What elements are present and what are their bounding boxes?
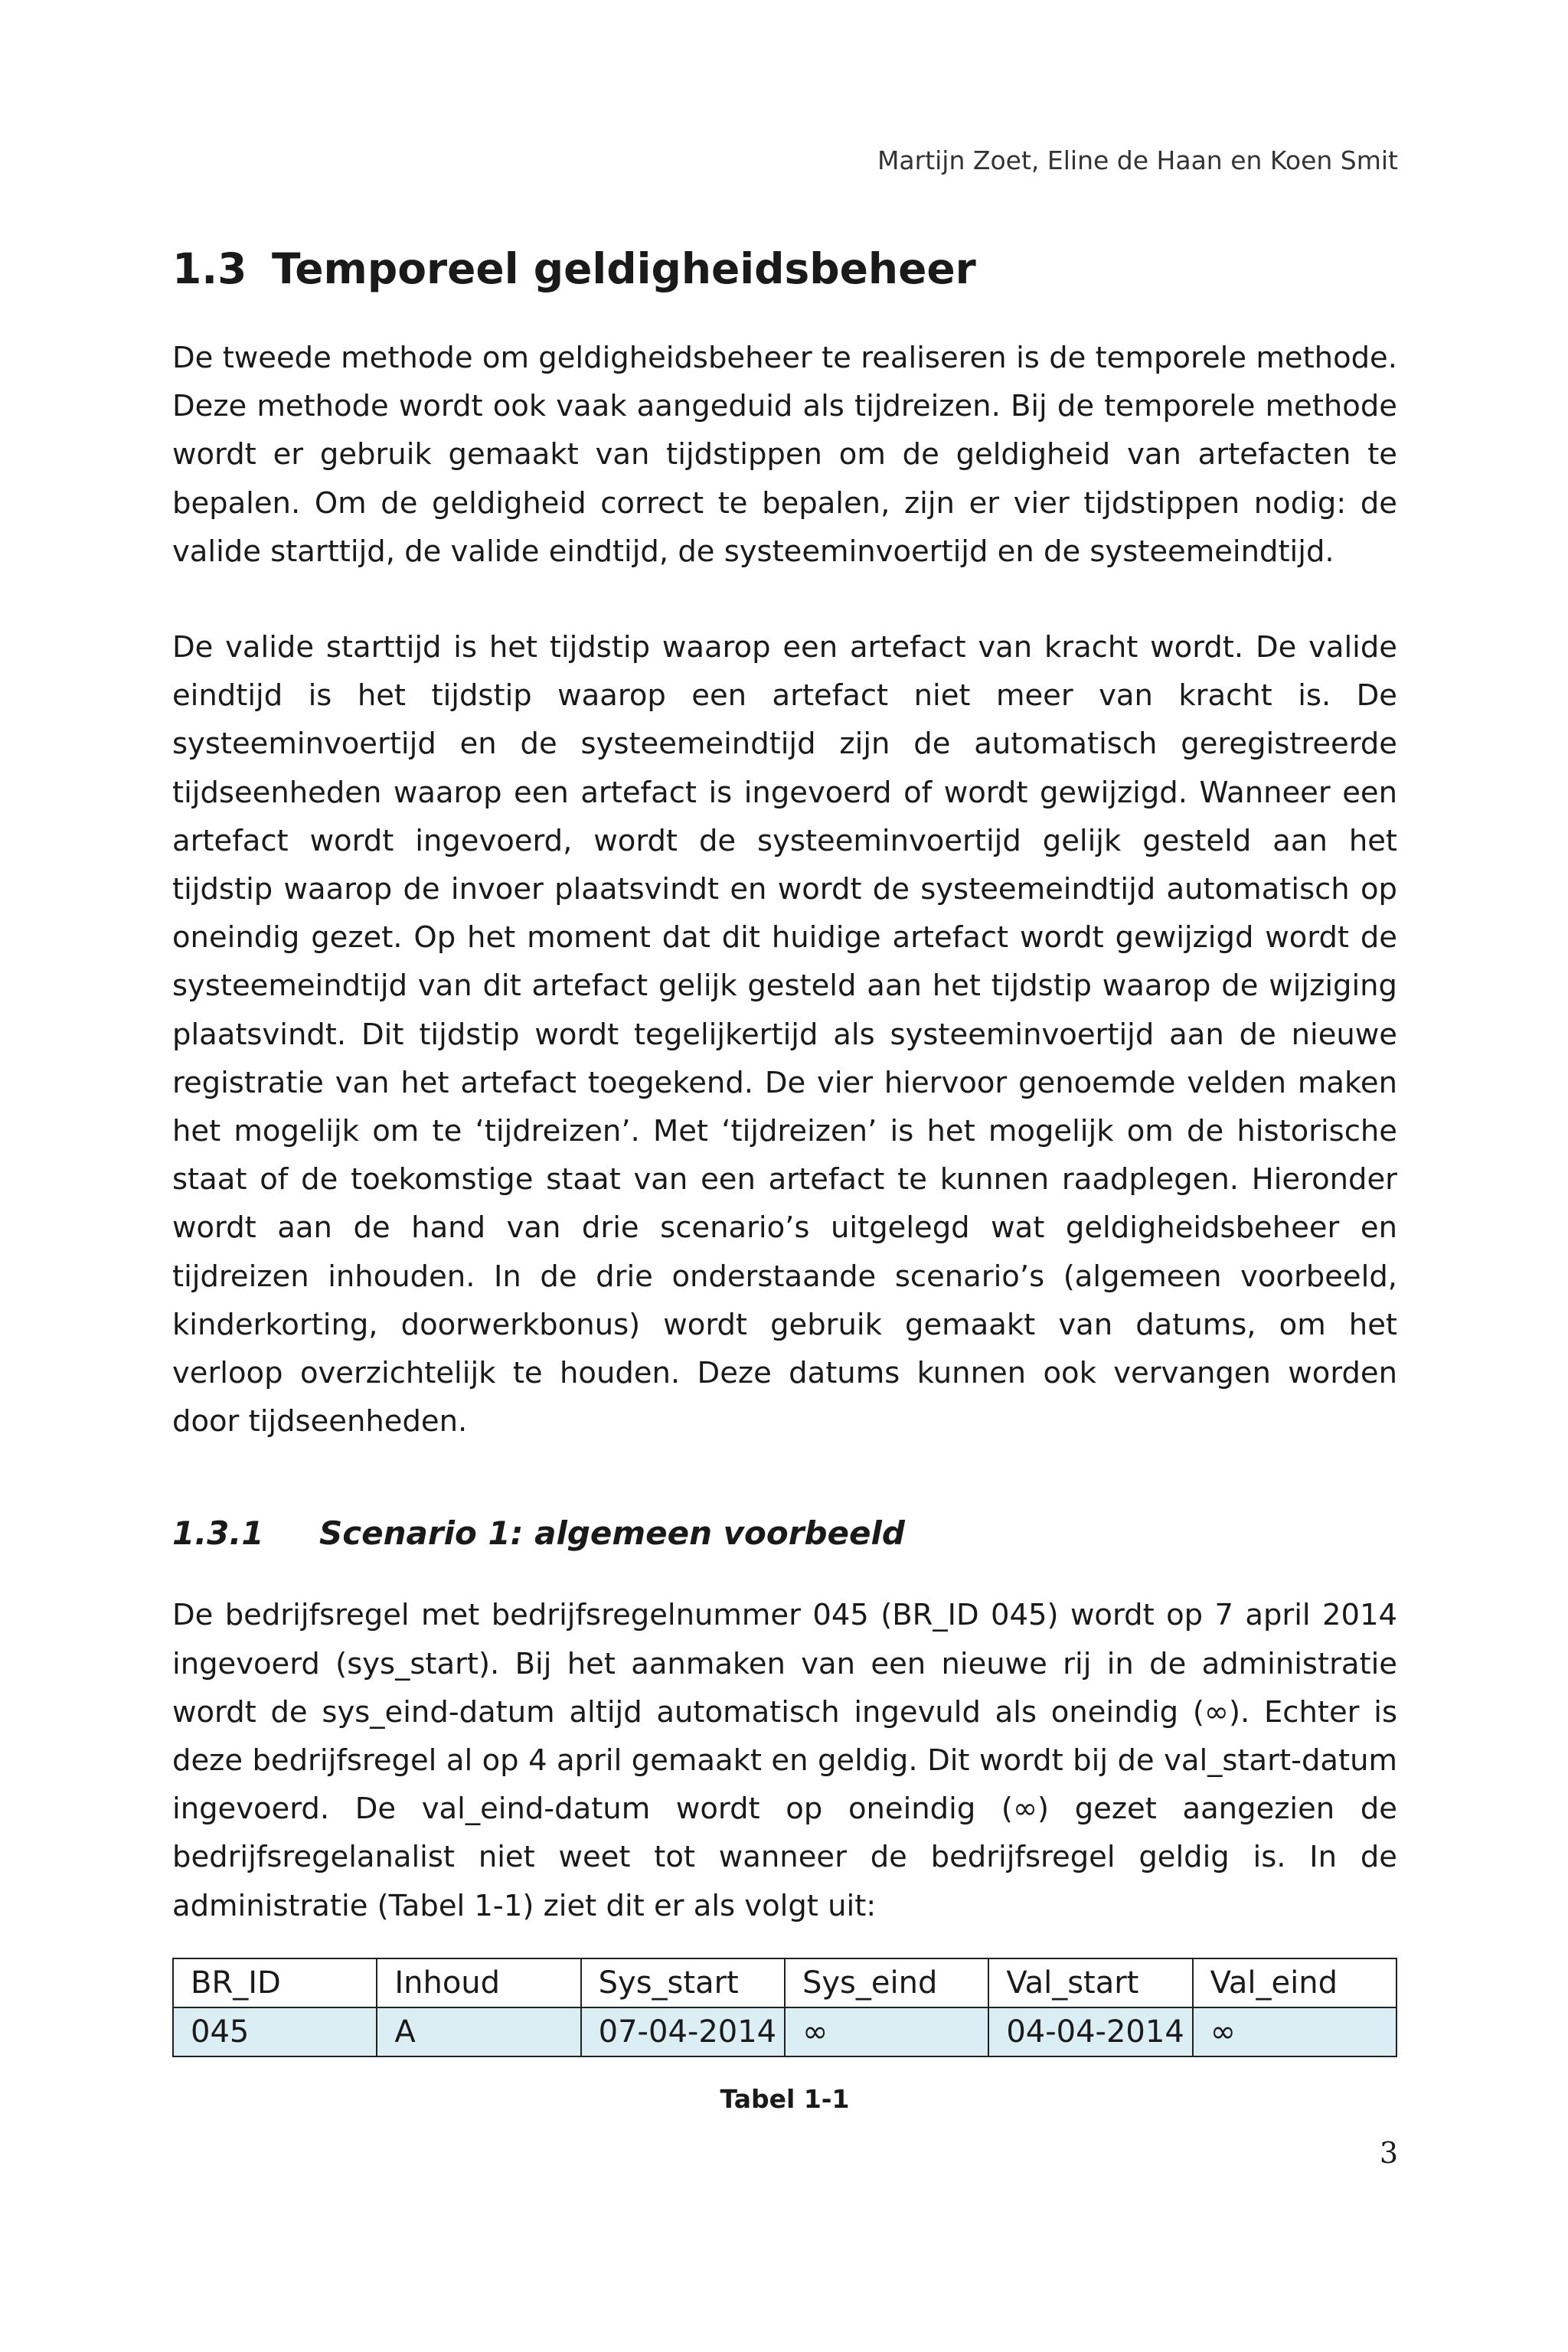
table-header-cell: BR_ID [173,1958,377,2007]
table-row [173,2007,1396,2056]
table-cell: ∞ [1193,2007,1396,2056]
subsection-number: 1.3.1 [172,1514,264,1553]
table-header-cell: Inhoud [377,1958,580,2007]
table-header-cell: Val_eind [1193,1958,1396,2007]
table-cell: ∞ [785,2007,988,2056]
table-cell: 07-04-2014 [581,2007,785,2056]
table-header-cell: Sys_eind [785,1958,988,2007]
paragraph-scenario: De bedrijfsregel met bedrijfsregelnummer 045 (BR_ID 045) wordt op 7 april 2014 ingevoerd (sys_start). Bij het aanmaken van een nieuwe rij in de administratie wordt de sys_eind-datum altijd automatisch ingevuld als oneindig (∞). Echter is deze bedrijfsregel al op 4 april gemaakt en geldig. Dit wordt bij de val_start-datum ingevoerd. De val_eind-datum wordt op oneindig (∞) gezet aangezien de bedrijfsregelanalist niet weet tot wanneer de bedrijfsregel geldig is. In de administratie (Tabel 1-1) ziet dit er als volgt uit: [172,1598,1397,1923]
table-header-cell: Sys_start [581,1958,785,2007]
section-number: 1.3 [172,244,247,293]
data-table [172,1958,1397,2057]
paragraph-explanation: De valide starttijd is het tijdstip waarop een artefact van kracht wordt. De valide eindtijd is het tijdstip waarop een artefact niet meer van kracht is. De systeeminvoertijd en de systeemeindtijd zijn de automatisch geregistreerde tijdseenheden waarop een artefact is ingevoerd of wordt gewijzigd. Wanneer een artefact wordt ingevoerd, wordt de systeeminvoertijd gelijk gesteld aan het tijdstip waarop de invoer plaatsvindt en wordt de systeemeindtijd automatisch op oneindig gezet. Op het moment dat dit huidige artefact wordt gewijzigd wordt de systeemeindtijd van dit artefact gelijk gesteld aan het tijdstip waarop de wijziging plaatsvindt. Dit tijdstip wordt tegelijkertijd als systeeminvoertijd aan de nieuwe registratie van het artefact toegekend. De vier hiervoor genoemde velden maken het mogelijk om te ‘tijdreizen’. Met ‘tijdreizen’ is het mogelijk om de historische staat of de toekomstige staat van een artefact te kunnen raadplegen. Hieronder wordt aan de hand van drie scenario’s uitgelegd wat geldigheidsbeheer en tijdreizen inhouden. In de drie onderstaande scenario’s (algemeen voorbeeld, kinderkorting, doorwerkbonus) wordt gebruik gemaakt van datums, om het verloop overzichtelijk te houden. Deze datums kunnen ook vervangen worden door tijdseenheden. [172,630,1397,1439]
table-header-cell: Val_start [988,1958,1192,2007]
subsection-heading [172,1507,1397,1560]
table-caption: Tabel 1-1 [720,2083,850,2114]
running-header-authors: Martijn Zoet, Eline de Haan en Koen Smit [877,145,1398,175]
subsection-title: Scenario 1: algemeen voorbeeld [319,1514,905,1553]
page-number: 3 [1379,2136,1398,2170]
table-header-row [173,1958,1396,2007]
table-cell: 04-04-2014 [988,2007,1192,2056]
page-content [172,234,1397,2118]
paragraph-intro: De tweede methode om geldigheidsbeheer te realiseren is de temporele methode. Deze methode wordt ook vaak aangeduid als tijdreizen. Bij de temporele methode wordt er gebruik gemaakt van tijdstippen om de geldigheid van artefacten te bepalen. Om de geldigheid correct te bepalen, zijn er vier tijdstippen nodig: de valide starttijd, de valide eindtijd, de systeeminvoertijd en de systeemeindtijd. [172,341,1397,569]
section-heading [172,234,1397,303]
table-cell: A [377,2007,580,2056]
table-cell: 045 [173,2007,377,2056]
section-title: Temporeel geldigheidsbeheer [272,244,976,293]
